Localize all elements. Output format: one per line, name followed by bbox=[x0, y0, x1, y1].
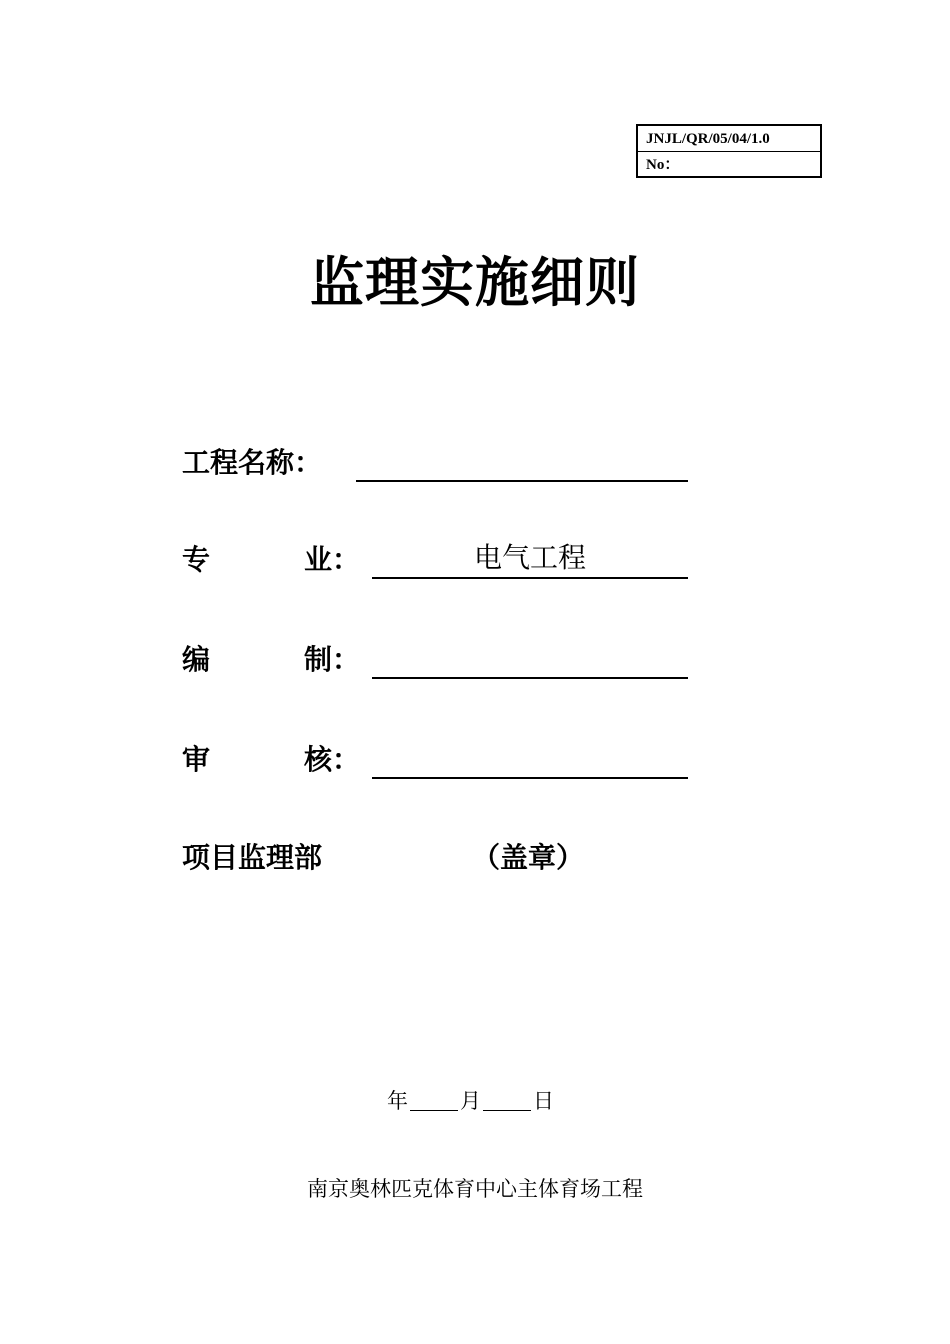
project-name-value bbox=[356, 441, 688, 482]
page-title: 监理实施细则 bbox=[310, 251, 640, 314]
stamp-label: 项目监理部 bbox=[182, 841, 323, 874]
document-number-label: No： bbox=[646, 157, 680, 173]
project-footer: 南京奥林匹克体育中心主体育场工程 bbox=[307, 1177, 643, 1201]
reviewed-by-field bbox=[182, 738, 688, 782]
discipline-field bbox=[182, 538, 688, 582]
compiled-by-field bbox=[182, 638, 688, 682]
date-year-label: 年 bbox=[387, 1089, 408, 1113]
date-row bbox=[387, 1086, 554, 1116]
date-month-blank bbox=[410, 1086, 458, 1111]
document-code: JNJL/QR/05/04/1.0 bbox=[638, 126, 820, 152]
date-day-blank bbox=[483, 1086, 531, 1111]
reviewed-by-label-right: 核： bbox=[304, 743, 361, 776]
reviewed-by-value bbox=[372, 738, 688, 779]
stamp-note: （盖章） bbox=[472, 841, 585, 874]
discipline-label-right: 业： bbox=[304, 543, 361, 576]
project-name-label: 工程名称： bbox=[182, 446, 323, 479]
discipline-label-left: 专 bbox=[182, 543, 211, 576]
project-name-field bbox=[182, 441, 688, 485]
compiled-by-label-right: 制： bbox=[304, 643, 361, 676]
date-month-label: 月 bbox=[460, 1089, 481, 1113]
compiled-by-label-left: 编 bbox=[182, 643, 211, 676]
reviewed-by-label-left: 审 bbox=[182, 743, 211, 776]
document-code-box bbox=[636, 124, 822, 178]
date-day-label: 日 bbox=[533, 1089, 554, 1113]
compiled-by-value bbox=[372, 638, 688, 679]
discipline-value: 电气工程 bbox=[372, 538, 688, 579]
